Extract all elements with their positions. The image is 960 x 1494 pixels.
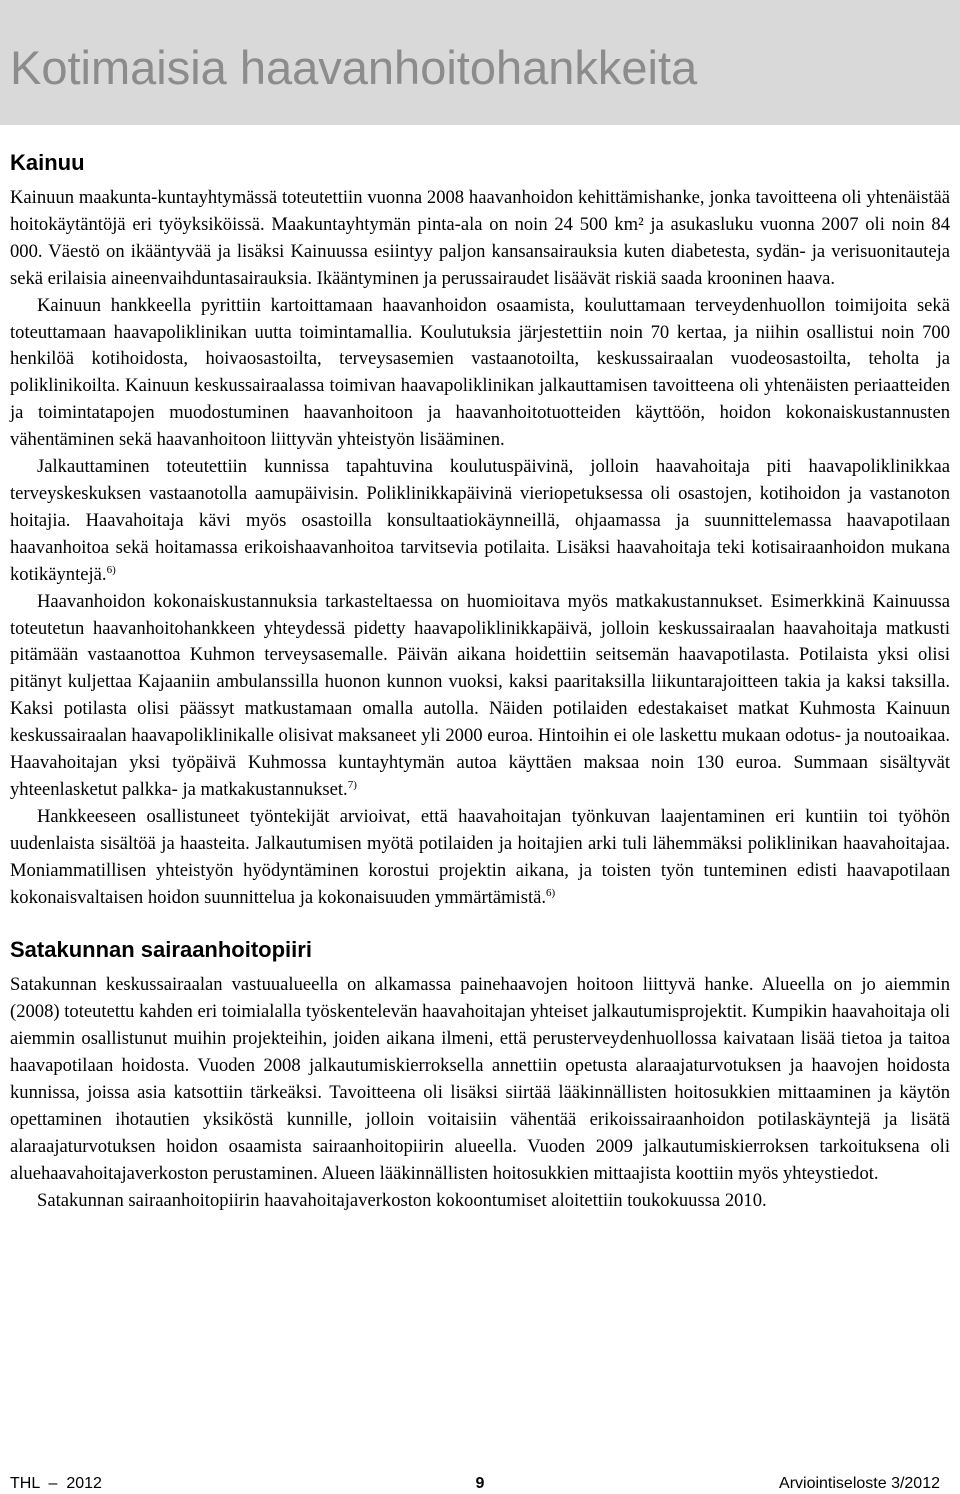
page-footer: [0, 1474, 960, 1494]
paragraph-text: Satakunnan keskussairaalan vastuualueella on alkamassa painehaavojen hoitoon liittyvä hanke. Alueella on jo aiemmin (2008) toteutettu kahden eri toimialalla työskentelevän haavahoitajan yhteiset jalkautumisprojektit. Kumpikin haavahoitaja oli aiemmin osallistunut muihin projekteihin, joiden aikana ilmeni, että perusterveydenhuollossa kaivataan lisää tietoa ja taitoa haavapotilaan hoidosta. Vuoden 2008 jalkautumiskierroksella annettiin opetusta alaraajaturvotuksen ja haavojen hoidosta kunnissa, joissa asia katsottiin tärkeäksi. Tavoitteena oli lisäksi siirtää lääkinnällisten hoitosukkien mittaaminen ja käytön opettaminen ihotautien yksiköstä kunnille, jolloin voitaisiin vähentää erikoissairaanhoidon potilaskäyntejä ja lisätä alaraajaturvotuksen hoidon osaamista sairaanhoitopiirin alueella. Vuoden 2009 jalkautumiskierroksen tarkoituksena oli aluehaavahoitajaverkoston perustaminen. Alueen lääkinnällisten hoitosukkien mittaajista koottiin myös yhteystiedot.: [10, 974, 950, 1184]
footer-publication: Arviointiseloste 3/2012: [779, 1475, 940, 1492]
paragraph: [10, 804, 950, 912]
page-title: Kotimaisia haavanhoitohankkeita: [10, 41, 698, 94]
paragraph-text: Kainuun hankkeella pyrittiin kartoittamaan haavanhoidon osaamista, kouluttamaan terveydenhuollon toimijoita sekä toteuttamaan haavapoliklinikan uutta toimintamallia. Koulutuksia järjestettiin noin 70 kertaa, ja niihin osallistui noin 700 henkilöä kotihoidosta, hoivaosastoilta, terveysasemien vastaanotoilta, keskussairaalan vuodeosastoilta, teholta ja poliklinikoilta. Kainuun keskussairaalassa toimivan haavapoliklinikan jalkauttamisen tavoitteena oli yhtenäisten periaatteiden ja toimintatapojen muodostuminen haavanhoitoon ja haavanhoitotuotteiden käyttöön, hoidon kokonaiskustannusten vähentäminen sekä haavanhoitoon liittyvän yhteistyön lisääminen.: [10, 294, 950, 451]
section-satakunta: [10, 919, 950, 1214]
paragraph: [10, 1188, 950, 1215]
section-heading: Satakunnan sairaanhoitopiiri: [10, 937, 312, 963]
page-number: 9: [475, 1475, 485, 1492]
paragraph: [10, 972, 950, 1187]
paragraph-text: Kainuun maakunta-kuntayhtymässä toteutettiin vuonna 2008 haavanhoidon kehittämishanke, jonka tavoitteena oli yhtenäistää hoitokäytäntöjä eri työyksiköissä. Maakuntayhtymän pinta-ala on noin 24 500 km² ja asukasluku vuonna 2007 oli noin 84 000. Väestö on ikääntyvää ja lisäksi Kainuussa esiintyy paljon kansansairauksia kuten diabetesta, sydän- ja verisuonitauteja sekä erilaisia aineenvaihduntasairauksia. Ikääntyminen ja perussairaudet lisäävät riskiä saada krooninen haava.: [10, 187, 950, 289]
section-kainuu: [10, 144, 950, 911]
paragraph-text: Jalkauttaminen toteutettiin kunnissa tapahtuvina koulutuspäivinä, jolloin haavahoitaja piti haavapoliklinikkaa terveyskeskuksen vastaanotolla aamupäivisin. Poliklinikkapäivinä vieriopetuksessa oli osastojen, kotihoidon ja vastanoton hoitajia. Haavahoitaja kävi myös osastoilla konsultaatiokäynneillä, ohjaamassa ja suunnittelemassa haavapotilaan haavanhoitoa sekä hoitamassa erikoishaavanhoitoa tarvitsevia potilaita. Lisäksi haavahoitaja teki kotisairaanhoidon mukana kotikäyntejä.: [10, 456, 950, 585]
reference-marker: 6): [546, 886, 556, 899]
paragraph: [10, 185, 950, 293]
paragraph-text: Hankkeeseen osallistuneet työntekijät arvioivat, että haavahoitajan työnkuvan laajentaminen eri kuntiin toi työhön uudenlaista sisältöä ja haasteita. Jalkautumisen myötä potilaiden ja hoitajien arki tuli lähemmäksi poliklinikan haavahoitajaa. Moniammatillisen yhteistyön hyödyntäminen korostui projektin aikana, ja toisten työn tunteminen edisti haavapotilaan kokonaisvaltaisen hoidon suunnittelua ja kokonaisuuden ymmärtämistä.: [10, 805, 950, 908]
reference-marker: 7): [347, 778, 357, 791]
footer-publisher: THL – 2012: [10, 1475, 102, 1492]
paragraph: [10, 293, 950, 454]
paragraph-text: Haavanhoidon kokonaiskustannuksia tarkasteltaessa on huomioitava myös matkakustannukset. Esimerkkinä Kainuussa toteutetun haavanhoitohankkeen yhteydessä pidetty haavapoliklinikkapäivä, jolloin keskussairaalan haavahoitaja matkusti pitämään vastaanottoa Kuhmon terveysasemalle. Päivän aikana hoidettiin seitsemän haavapotilasta. Potilaista yksi olisi pitänyt kuljettaa Kajaaniin ambulanssilla huonon kunnon vuoksi, kaksi paaritaksilla liikuntarajoitteen takia ja kaksi taksilla. Kaksi potilasta olisi päässyt matkustamaan omalla autolla. Näiden potilaiden edestakaiset matkat Kuhmosta Kainuun keskussairaalan haavapoliklinikalle olisivat maksaneet yli 2000 euroa. Hintoihin ei ole laskettu mukaan odotus- ja noutoaikaa. Haavahoitajan yksi työpäivä Kuhmossa kuntayhtymän autoa käyttäen maksaa noin 130 euroa. Summaan sisältyvät yhteenlasketut palkka- ja matkakustannukset.: [10, 590, 950, 800]
paragraph: [10, 589, 950, 804]
section-heading: Kainuu: [10, 150, 85, 175]
title-band: [0, 0, 960, 125]
document-body: [10, 144, 950, 1215]
reference-marker: 6): [106, 563, 116, 576]
paragraph: [10, 454, 950, 589]
paragraph-text: Satakunnan sairaanhoitopiirin haavahoitajaverkoston kokoontumiset aloitettiin toukokuussa 2010.: [37, 1189, 767, 1211]
